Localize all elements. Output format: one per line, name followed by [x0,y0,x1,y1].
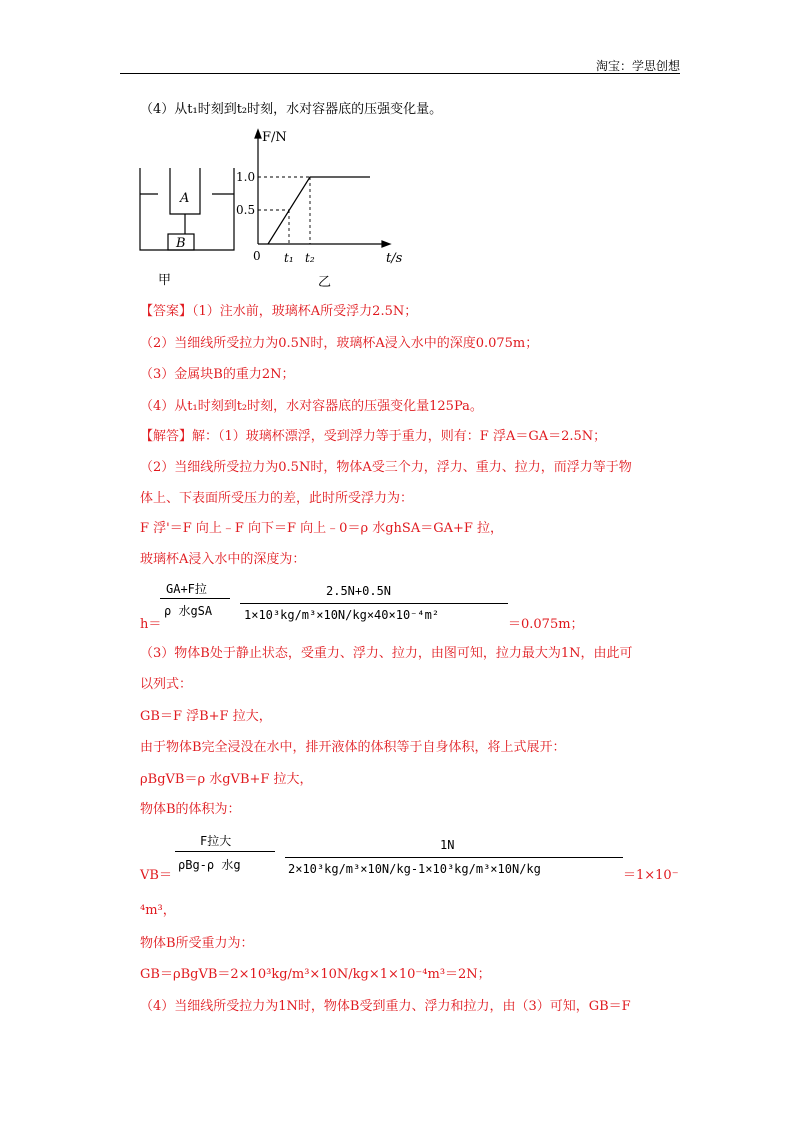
header-rule [120,73,680,74]
solution-1: 【解答】解：（1）玻璃杯漂浮，受到浮力等于重力，则有：F 浮A＝GA＝2.5N； [140,429,607,444]
solution-3a: （3）物体B处于静止状态，受重力、浮力、拉力，由图可知，拉力最大为1N，由此可 [140,646,633,661]
force-line [268,177,370,244]
y-axis-label: F/N [262,130,287,145]
h-bar [160,598,230,599]
label-b: B [176,236,186,251]
solution-3h: GB＝ρBgVB＝2×10³kg/m³×10N/kg×1×10⁻⁴m³＝2N； [140,967,491,982]
label-a: A [180,191,190,206]
solution-3b: 以列式： [140,677,193,692]
figure-jia [136,166,246,291]
solution-2c: F 浮'＝F 向上﹣F 向下＝F 向上﹣0＝ρ 水ghSA＝GA+F 拉， [140,521,504,536]
figure-yi [234,126,424,292]
solution-3c: GB＝F 浮B+F 拉大， [140,709,272,724]
v-bar-2 [285,857,623,858]
label-yi: 乙 [318,275,332,290]
h-prefix: h＝ [140,617,162,632]
solution-2a: （2）当细线所受拉力为0.5N时，物体A受三个力，浮力、重力、拉力，而浮力等于物 [140,460,632,475]
h-denominator-2: 1×10³kg/m³×10N/kg×40×10⁻⁴m² [244,608,440,622]
h-result: ＝0.075m； [508,617,584,632]
answer-4: （4）从t₁时刻到t₂时刻，水对容器底的压强变化量125Pa。 [140,399,483,414]
v-result: ＝1×10⁻ [623,868,679,883]
origin-label: 0 [253,249,261,263]
answer-2: （2）当细线所受拉力为0.5N时，玻璃杯A浸入水中的深度0.075m； [140,336,539,351]
answer-label: 【答案】 [140,304,193,319]
answer-3: （3）金属块B的重力2N； [140,367,295,382]
solution-2b: 体上、下表面所受压力的差，此时所受浮力为： [140,491,414,506]
solution-label: 【解答】 [140,429,193,444]
solution-4: （4）当细线所受拉力为1N时，物体B受到重力、浮力和拉力，由（3）可知，GB＝F [140,999,631,1014]
answer-1: 【答案】（1）注水前，玻璃杯A所受浮力2.5N； [140,304,418,319]
y-tick-05: 0.5 [236,203,256,217]
solution-3d: 由于物体B完全浸没在水中，排开液体的体积等于自身体积，将上式展开： [140,740,566,755]
y-tick-1: 1.0 [236,170,256,184]
h-numerator: GA+F拉 [166,582,207,596]
x-axis-label: t/s [386,251,403,266]
v-denominator-2: 2×10³kg/m³×10N/kg-1×10³kg/m³×10N/kg [288,862,541,876]
v-bar [175,851,275,852]
x-tick-t1: t₁ [284,251,294,265]
x-tick-t2: t₂ [305,251,315,265]
solution-3f: 物体B的体积为： [140,802,241,817]
h-bar-2 [240,603,508,604]
solution-2d: 玻璃杯A浸入水中的深度为： [140,552,306,567]
h-denominator: ρ 水gSA [164,604,213,618]
v-numerator-2: 1N [440,838,455,852]
v-numerator: F拉大 [200,834,232,848]
header-shop: 淘宝：学思创想 [595,59,680,73]
solution-3g: 物体B所受重力为： [140,936,254,951]
v-result-2: ⁴m³， [140,903,176,918]
h-numerator-2: 2.5N+0.5N [326,584,392,598]
question-4: （4）从t₁时刻到t₂时刻，水对容器底的压强变化量。 [140,102,443,117]
solution-3e: ρBgVB＝ρ 水gVB+F 拉大， [140,772,313,787]
label-jia: 甲 [158,273,172,288]
v-prefix: VB＝ [140,868,172,883]
v-denominator: ρBg-ρ 水g [178,858,241,872]
